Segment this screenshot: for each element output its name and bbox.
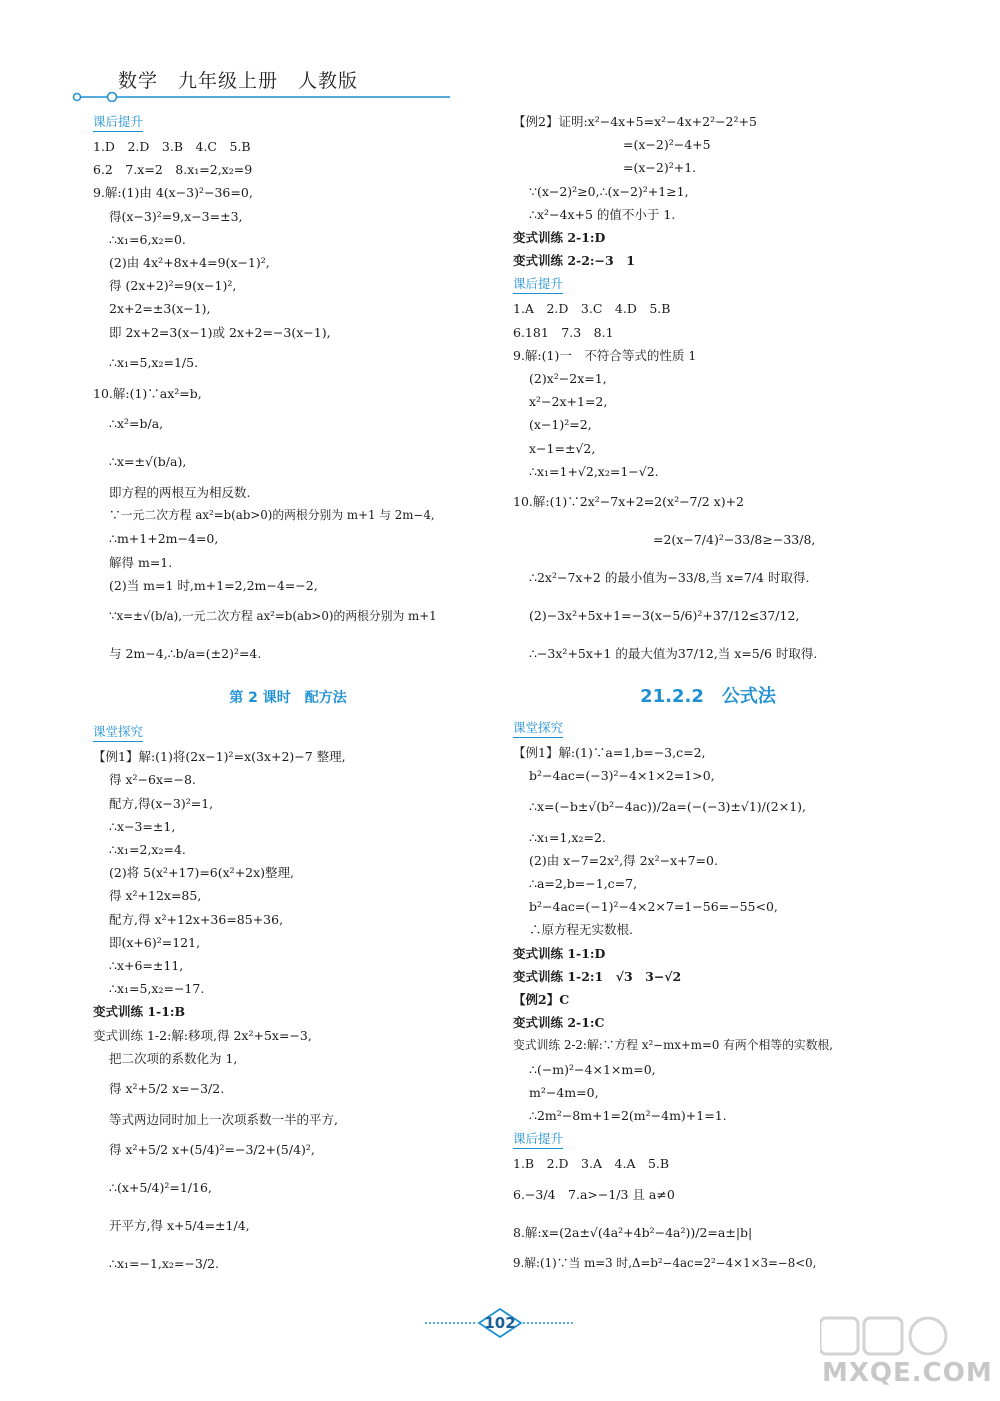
answer-line: ∴x²=b/a, — [109, 416, 164, 432]
section-label: 课后提升 — [93, 113, 143, 132]
answer-line: 配方,得 x²+12x+36=85+36, — [109, 911, 284, 927]
answer-line: 【例1】解:(1)将(2x−1)²=x(3x+2)−7 整理, — [93, 749, 346, 765]
answer-line: ∴x+6=±11, — [109, 958, 184, 974]
right-column — [513, 110, 903, 1275]
answer-line: (2)x²−2x=1, — [529, 371, 607, 387]
answer-line: ∴(x+5/4)²=1/16, — [109, 1180, 212, 1196]
answer-line: (2)当 m=1 时,m+1=2,2m−4=−2, — [109, 577, 318, 593]
answer-line: ∴m+1+2m−4=0, — [109, 531, 219, 547]
answer-line: 变式训练 2-2:−3 1 — [513, 253, 635, 269]
answer-line: (2)−3x²+5x+1=−3(x−5/6)²+37/12≤37/12, — [529, 608, 800, 624]
answer-line: 变式训练 1-1:D — [513, 945, 606, 961]
answer-line: 10.解:(1)∵ax²=b, — [93, 385, 202, 401]
header-rule — [72, 92, 450, 102]
answer-line: ∴x₁=2,x₂=4. — [109, 842, 186, 858]
answer-line: 变式训练 2-1:D — [513, 230, 606, 246]
answer-line: 1.B 2.D 3.A 4.A 5.B — [513, 1156, 670, 1172]
answer-line: 6.181 7.3 8.1 — [513, 324, 614, 340]
header-title: 数学 九年级上册 人教版 — [118, 70, 359, 92]
lesson-heading: 第 2 课时 配方法 — [229, 690, 347, 707]
watermark-text: MXQE.COM — [822, 1358, 993, 1388]
answer-line: 配方,得(x−3)²=1, — [109, 795, 214, 811]
answer-line: 即 2x+2=3(x−1)或 2x+2=−3(x−1), — [109, 324, 331, 340]
section-label: 课堂探究 — [513, 719, 563, 738]
answer-line: ∴2m²−8m+1=2(m²−4m)+1=1. — [529, 1108, 727, 1124]
answer-line: =2(x−7/4)²−33/8≥−33/8, — [653, 532, 816, 548]
answer-line: (2)将 5(x²+17)=6(x²+2x)整理, — [109, 865, 295, 881]
answer-line: 1.A 2.D 3.C 4.D 5.B — [513, 301, 671, 317]
answer-line: ∴x₁=5,x₂=−17. — [109, 981, 205, 997]
answer-line: ∴x₁=−1,x₂=−3/2. — [109, 1256, 219, 1272]
answer-line: 等式两边同时加上一次项系数一半的平方, — [109, 1112, 338, 1128]
answer-line: 变式训练 2-1:C — [513, 1015, 605, 1031]
answer-line: 得 x²+5/2 x=−3/2. — [109, 1081, 225, 1097]
answer-line: 变式训练 1-2:解:移项,得 2x²+5x=−3, — [93, 1027, 312, 1043]
section-heading: 21.2.2 公式法 — [640, 686, 776, 708]
answer-line: ∴x−3=±1, — [109, 818, 176, 834]
answer-line: 得 x²+5/2 x+(5/4)²=−3/2+(5/4)², — [109, 1142, 315, 1158]
answer-line: ∴−3x²+5x+1 的最大值为37/12,当 x=5/6 时取得. — [529, 646, 818, 662]
answer-line: 【例1】解:(1)∵a=1,b=−3,c=2, — [513, 745, 706, 761]
answer-line: =(x−2)²−4+5 — [623, 137, 711, 153]
answer-line: 6.−3/4 7.a>−1/3 且 a≠0 — [513, 1186, 675, 1202]
answer-line: x²−2x+1=2, — [529, 394, 608, 410]
answer-line: (x−1)²=2, — [529, 417, 592, 433]
answer-line: 得 (2x+2)²=9(x−1)², — [109, 278, 237, 294]
answer-line: 9.解:(1)∵当 m=3 时,Δ=b²−4ac=2²−4×1×3=−8<0, — [513, 1255, 817, 1270]
section-label: 课堂探究 — [93, 723, 143, 742]
page-number: 102 — [484, 1314, 516, 1332]
answer-line: (2)由 x−7=2x²,得 2x²−x+7=0. — [529, 852, 718, 868]
answer-line: b²−4ac=(−1)²−4×2×7=1−56=−55<0, — [529, 899, 778, 915]
answer-line: 与 2m−4,∴b/a=(±2)²=4. — [109, 646, 262, 662]
section-label: 课后提升 — [513, 1130, 563, 1149]
answer-line: x−1=±√2, — [529, 440, 596, 456]
answer-line: ∵一元二次方程 ax²=b(ab>0)的两根分别为 m+1 与 2m−4, — [109, 508, 435, 523]
answer-line: ∴x=±√(b/a), — [109, 454, 187, 470]
answer-line: 9.解:(1)由 4(x−3)²−36=0, — [93, 185, 253, 201]
answer-line: ∴x²−4x+5 的值不小于 1. — [529, 206, 676, 222]
answer-line: 2x+2=±3(x−1), — [109, 301, 211, 317]
answer-line: 得(x−3)²=9,x−3=±3, — [109, 208, 243, 224]
answer-line: 把二次项的系数化为 1, — [109, 1050, 238, 1066]
answer-line: 10.解:(1)∵2x²−7x+2=2(x²−7/2 x)+2 — [513, 494, 744, 510]
answer-line: 即(x+6)²=121, — [109, 934, 201, 950]
answer-line: 【例2】证明:x²−4x+5=x²−4x+2²−2²+5 — [513, 114, 757, 129]
answer-line: ∵x=±√(b/a),一元二次方程 ax²=b(ab>0)的两根分别为 m+1 — [109, 609, 437, 624]
answer-line: ∴原方程无实数根. — [529, 922, 633, 938]
answer-line: =(x−2)²+1. — [623, 160, 697, 176]
left-column — [93, 110, 483, 1283]
answer-line: 8.解:x=(2a±√(4a²+4b²−4a²))/2=a±|b| — [513, 1224, 753, 1240]
answer-line: ∴x₁=6,x₂=0. — [109, 231, 186, 247]
answer-line: 变式训练 2-2:解:∵方程 x²−mx+m=0 有两个相等的实数根, — [513, 1038, 834, 1053]
answer-line: 【例2】C — [513, 992, 570, 1008]
answer-line: ∴x₁=5,x₂=1/5. — [109, 354, 199, 370]
answer-line: 开平方,得 x+5/4=±1/4, — [109, 1218, 250, 1234]
answer-line: 6.2 7.x=2 8.x₁=2,x₂=9 — [93, 162, 253, 178]
answer-line: b²−4ac=(−3)²−4×1×2=1>0, — [529, 768, 715, 784]
answer-line: 1.D 2.D 3.B 4.C 5.B — [93, 139, 251, 154]
answer-line: 变式训练 1-2:1 √3 3−√2 — [513, 968, 682, 984]
section-label: 课后提升 — [513, 275, 563, 294]
answer-line: 得 x²+12x=85, — [109, 888, 202, 904]
answer-line: ∴a=2,b=−1,c=7, — [529, 876, 638, 892]
answer-line: ∴(−m)²−4×1×m=0, — [529, 1061, 656, 1077]
answer-line: 解得 m=1. — [109, 554, 173, 570]
answer-line: 变式训练 1-1:B — [93, 1004, 186, 1020]
answer-line: ∴x₁=1,x₂=2. — [529, 829, 606, 845]
answer-line: (2)由 4x²+8x+4=9(x−1)², — [109, 255, 270, 271]
answer-line: ∵(x−2)²≥0,∴(x−2)²+1≥1, — [529, 183, 689, 199]
answer-line: ∴2x²−7x+2 的最小值为−33/8,当 x=7/4 时取得. — [529, 570, 810, 586]
answer-line: ∴x=(−b±√(b²−4ac))/2a=(−(−3)±√1)/(2×1), — [529, 798, 806, 814]
answer-line: 9.解:(1)一 不符合等式的性质 1 — [513, 347, 697, 363]
answer-line: 得 x²−6x=−8. — [109, 772, 196, 788]
answer-line: m²−4m=0, — [529, 1084, 599, 1100]
answer-line: 即方程的两根互为相反数. — [109, 485, 251, 501]
answer-line: ∴x₁=1+√2,x₂=1−√2. — [529, 463, 659, 479]
